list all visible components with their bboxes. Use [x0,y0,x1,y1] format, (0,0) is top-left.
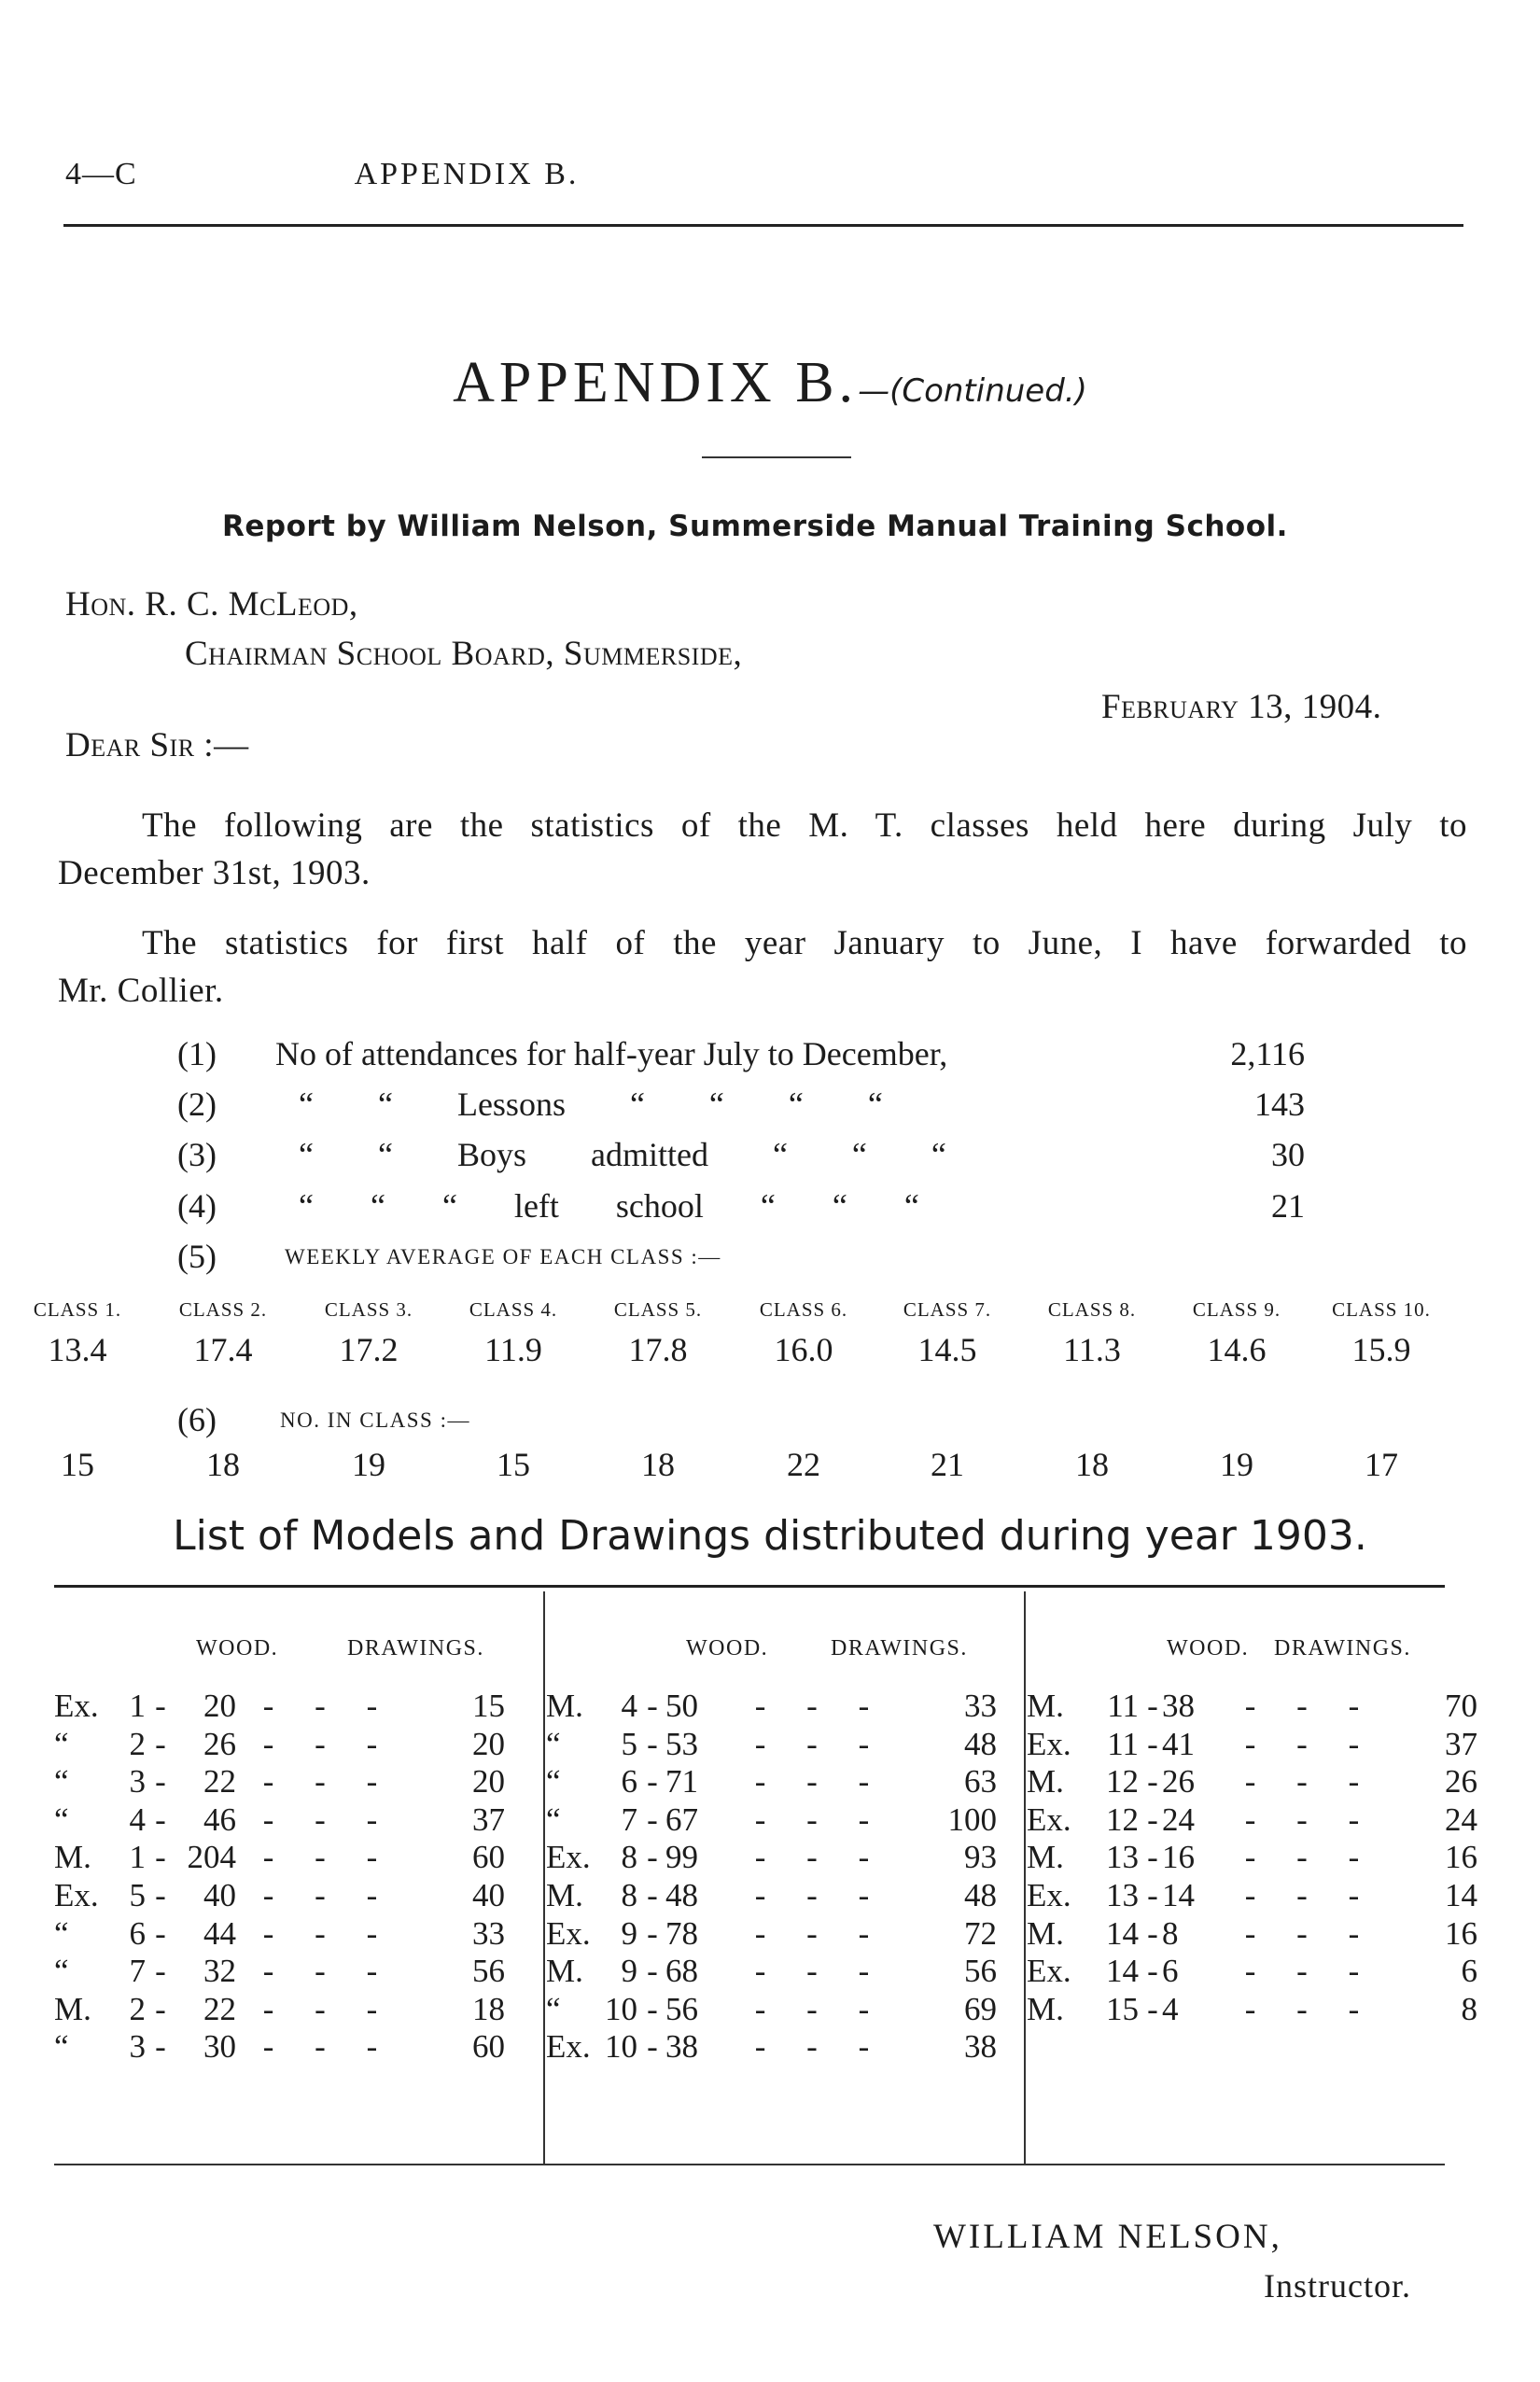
cell-a: 6 [621,1763,637,1801]
cell-b: 53 [665,1725,698,1762]
cell-a: 3 [129,2028,146,2066]
weekly-average-value: 17.2 [339,1331,399,1368]
leader-dash: - [647,1763,658,1801]
leader-dash: - [647,1914,658,1952]
stat-1-value: 2,116 [1230,1035,1305,1072]
cell-d: 20 [472,1725,505,1762]
cell-a: 9 [621,1914,637,1952]
no-in-class-value: 19 [352,1446,385,1483]
cell-d: 37 [1445,1725,1477,1762]
leader-dash: - [1147,1763,1158,1801]
cell-prefix: “ [54,1801,69,1838]
leader-dash: - - - [262,1763,378,1801]
cell-a: 5 [129,1877,146,1913]
cell-d: 60 [472,2028,505,2066]
cell-d: 37 [472,1801,505,1838]
table-row [54,1801,525,1840]
class-label: CLASS 2. [178,1298,268,1321]
table-bottom-rule [54,2164,1445,2165]
cell-b: 204 [187,1839,236,1876]
no-in-class-value: 18 [1075,1446,1109,1483]
cell-a: 13 [1106,1839,1139,1876]
table-row [546,1877,1017,1915]
leader-dash: - [1147,1725,1158,1762]
salutation: Dear Sir :— [65,726,249,764]
class-label: CLASS 9. [1192,1298,1281,1321]
no-in-class-value: 19 [1220,1446,1253,1483]
paragraph-1-line-2: December 31st, 1903. [58,854,371,892]
no-in-class-value: 17 [1365,1446,1398,1483]
cell-a: 10 [605,1990,637,2027]
cell-a: 3 [129,1763,146,1801]
paragraph-1-line-1: The following are the statistics of the M. T. classes held here during July to [142,806,1467,845]
cell-a: 11 [1107,1688,1139,1724]
signature-name: WILLIAM NELSON, [933,2218,1282,2256]
cell-a: 12 [1106,1763,1139,1801]
cell-prefix: Ex. [546,2028,591,2066]
cell-b: 99 [665,1839,698,1876]
table-row [546,1726,1017,1764]
table-divider [543,1591,545,2164]
running-title: APPENDIX B. [354,157,580,191]
leader-dash: - - - [754,1688,870,1724]
table-row [54,1763,525,1801]
cell-prefix: M. [546,1688,583,1724]
table-row [54,2028,525,2067]
col-2-drawings-header: DRAWINGS. [831,1636,968,1660]
stat-1-number: (1) [177,1035,217,1072]
cell-prefix: “ [546,1801,561,1838]
cell-prefix: Ex. [54,1877,99,1913]
leader-dash: - [647,1839,658,1876]
cell-d: 18 [472,1990,505,2027]
leader-dash: - - - [754,1953,870,1990]
cell-a: 6 [129,1914,146,1952]
cell-d: 60 [472,1839,505,1876]
leader-dash: - [155,1763,166,1801]
cell-a: 7 [129,1953,146,1990]
leader-dash: - - - [262,1725,378,1762]
leader-dash: - - - [1244,1763,1360,1801]
cell-a: 12 [1106,1801,1139,1838]
leader-dash: - - - [754,1914,870,1952]
leader-dash: - - - [1244,1990,1360,2027]
cell-a: 2 [129,1990,146,2027]
leader-dash: - [155,1801,166,1838]
leader-dash: - - - [1244,1914,1360,1952]
table-row [546,2028,1017,2067]
leader-dash: - - - [262,1839,378,1876]
cell-d: 8 [1461,1990,1477,2027]
no-in-class-value: 22 [787,1446,820,1483]
cell-b: 22 [203,1990,236,2027]
cell-a: 2 [129,1725,146,1762]
cell-b: 30 [203,2028,236,2066]
cell-prefix: “ [546,1725,561,1762]
cell-b: 50 [665,1688,698,1724]
table-row [54,1953,525,1991]
table-row [1027,1763,1498,1801]
stat-2-number: (2) [177,1086,217,1123]
cell-prefix: M. [1027,1990,1064,2027]
stat-2-value: 143 [1254,1086,1305,1123]
leader-dash: - [647,1990,658,2027]
cell-prefix: Ex. [1027,1801,1071,1838]
table-row [1027,1726,1498,1764]
paragraph-2-line-2: Mr. Collier. [58,972,224,1010]
leader-dash: - [1147,1877,1158,1913]
cell-prefix: “ [546,1990,561,2027]
no-in-class-value: 15 [61,1446,94,1483]
weekly-average-value: 11.3 [1063,1331,1121,1368]
addressee-name: Hon. R. C. McLeod, [65,585,358,624]
cell-a: 9 [621,1953,637,1990]
table-row [546,1991,1017,2029]
page-title [0,350,1540,416]
header-rule [63,224,1463,227]
cell-b: 68 [665,1953,698,1990]
title-rule [702,456,851,458]
cell-prefix: “ [54,1763,69,1801]
page-number: 4—C [65,157,137,191]
leader-dash: - [1147,1914,1158,1952]
addressee-position: Chairman School Board, Summerside, [185,635,743,673]
cell-b: 32 [203,1953,236,1990]
cell-d: 15 [472,1688,505,1724]
cell-d: 33 [964,1688,997,1724]
table-row [54,1726,525,1764]
cell-b: 8 [1162,1914,1179,1952]
signature-title: Instructor. [1264,2267,1411,2305]
leader-dash: - - - [754,1877,870,1913]
leader-dash: - [1147,1990,1158,2027]
cell-b: 16 [1162,1839,1195,1876]
leader-dash: - - - [754,1839,870,1876]
leader-dash: - [1147,1801,1158,1838]
cell-b: 26 [203,1725,236,1762]
table-row [1027,1801,1498,1840]
cell-prefix: M. [1027,1839,1064,1876]
col-3-drawings-header: DRAWINGS. [1274,1636,1411,1660]
cell-d: 48 [964,1725,997,1762]
weekly-average-value: 14.5 [917,1331,977,1368]
leader-dash: - - - [754,1990,870,2027]
cell-a: 13 [1106,1877,1139,1913]
cell-prefix: M. [546,1953,583,1990]
cell-a: 1 [129,1839,146,1876]
leader-dash: - - - [262,1990,378,2027]
weekly-average-value: 16.0 [774,1331,833,1368]
table-row [546,1688,1017,1726]
stat-2-label: “ “ Lessons “ “ “ “ [299,1086,883,1123]
cell-prefix: M. [54,1839,91,1876]
cell-a: 14 [1106,1953,1139,1990]
table-row [1027,1839,1498,1877]
leader-dash: - [155,1953,166,1990]
cell-b: 78 [665,1914,698,1952]
table-row [1027,1953,1498,1991]
leader-dash: - - - [262,1688,378,1724]
stat-1-label: No of attendances for half-year July to December, [275,1035,948,1072]
table-row [546,1839,1017,1877]
cell-d: 40 [472,1877,505,1913]
leader-dash: - [1147,1953,1158,1990]
cell-b: 48 [665,1877,698,1913]
leader-dash: - [155,2028,166,2066]
cell-b: 38 [665,2028,698,2066]
leader-dash: - - - [754,1725,870,1762]
table-row [54,1915,525,1954]
list-title: List of Models and Drawings distributed during year 1903. [173,1512,1367,1560]
leader-dash: - [155,1877,166,1913]
leader-dash: - - - [262,1877,378,1913]
cell-b: 14 [1162,1877,1195,1913]
cell-prefix: Ex. [1027,1953,1071,1990]
leader-dash: - - - [754,1801,870,1838]
cell-d: 70 [1445,1688,1477,1724]
leader-dash: - - - [1244,1688,1360,1724]
class-label: CLASS 5. [613,1298,703,1321]
stat-3-number: (3) [177,1136,217,1173]
leader-dash: - - - [1244,1725,1360,1762]
cell-d: 38 [964,2028,997,2066]
stat-3-label: “ “ Boys admitted “ “ “ [299,1136,946,1173]
leader-dash: - - - [262,1914,378,1952]
table-row [1027,1877,1498,1915]
cell-d: 48 [964,1877,997,1913]
leader-dash: - [155,1990,166,2027]
cell-prefix: Ex. [546,1914,591,1952]
cell-d: 14 [1445,1877,1477,1913]
table-divider [1024,1591,1026,2164]
table-row [1027,1915,1498,1954]
cell-b: 67 [665,1801,698,1838]
cell-b: 26 [1162,1763,1195,1801]
cell-b: 6 [1162,1953,1179,1990]
cell-a: 5 [621,1725,637,1762]
stat-4-number: (4) [177,1187,217,1225]
leader-dash: - [647,1953,658,1990]
cell-a: 4 [129,1801,146,1838]
weekly-average-value: 15.9 [1351,1331,1411,1368]
leader-dash: - [155,1688,166,1724]
col-1-wood-header: WOOD. [196,1636,279,1660]
leader-dash: - [647,1877,658,1913]
cell-prefix: Ex. [546,1839,591,1876]
leader-dash: - [647,1725,658,1762]
cell-b: 40 [203,1877,236,1913]
no-in-class-value: 15 [497,1446,530,1483]
table-row [1027,1688,1498,1726]
cell-prefix: “ [54,1725,69,1762]
class-label: CLASS 1. [33,1298,122,1321]
table-row [1027,1991,1498,2029]
col-2-wood-header: WOOD. [686,1636,769,1660]
leader-dash: - [155,1725,166,1762]
stat-4-value: 21 [1271,1187,1305,1225]
leader-dash: - - - [1244,1877,1360,1913]
class-label: CLASS 4. [469,1298,558,1321]
cell-prefix: “ [54,2028,69,2066]
cell-b: 44 [203,1914,236,1952]
letter-date: February 13, 1904. [1101,688,1382,726]
cell-prefix: Ex. [1027,1725,1071,1762]
cell-prefix: M. [54,1990,91,2027]
paragraph-2-line-1: The statistics for first half of the year January to June, I have forwarded to [142,924,1467,962]
leader-dash: - - - [754,2028,870,2066]
col-1-drawings-header: DRAWINGS. [347,1636,484,1660]
weekly-average-value: 13.4 [48,1331,107,1368]
cell-b: 46 [203,1801,236,1838]
no-in-class-label: NO. IN CLASS :— [280,1408,470,1432]
leader-dash: - [155,1914,166,1952]
cell-a: 8 [621,1839,637,1876]
weekly-average-value: 14.6 [1207,1331,1267,1368]
cell-b: 56 [665,1990,698,2027]
leader-dash: - - - [1244,1953,1360,1990]
cell-prefix: M. [1027,1763,1064,1801]
cell-prefix: Ex. [1027,1877,1071,1913]
leader-dash: - - - [1244,1801,1360,1838]
weekly-average-value: 11.9 [484,1331,542,1368]
leader-dash: - [647,1801,658,1838]
table-row [546,1915,1017,1954]
cell-a: 11 [1107,1725,1139,1762]
weekly-average-value: 17.4 [193,1331,253,1368]
leader-dash: - - - [262,1801,378,1838]
cell-d: 24 [1445,1801,1477,1838]
cell-d: 16 [1445,1839,1477,1876]
cell-b: 41 [1162,1725,1195,1762]
table-row [54,1688,525,1726]
cell-d: 16 [1445,1914,1477,1952]
cell-a: 10 [605,2028,637,2066]
no-in-class-value: 21 [931,1446,964,1483]
weekly-average-number: (5) [177,1238,217,1275]
leader-dash: - - - [262,2028,378,2066]
cell-prefix: M. [1027,1688,1064,1724]
cell-a: 8 [621,1877,637,1913]
cell-a: 15 [1106,1990,1139,2027]
leader-dash: - [155,1839,166,1876]
no-in-class-number: (6) [177,1401,217,1438]
table-row [546,1953,1017,1991]
leader-dash: - [647,2028,658,2066]
class-label: CLASS 10. [1332,1298,1431,1321]
cell-prefix: M. [546,1877,583,1913]
cell-b: 22 [203,1763,236,1801]
cell-d: 56 [472,1953,505,1990]
cell-d: 100 [947,1801,997,1838]
cell-a: 14 [1106,1914,1139,1952]
stat-4-label: “ “ “ left school “ “ “ [299,1187,919,1225]
cell-d: 33 [472,1914,505,1952]
table-row [54,1877,525,1915]
leader-dash: - - - [1244,1839,1360,1876]
cell-prefix: “ [546,1763,561,1801]
table-top-rule [54,1585,1445,1588]
cell-b: 24 [1162,1801,1195,1838]
cell-d: 20 [472,1763,505,1801]
cell-a: 7 [621,1801,637,1838]
cell-prefix: “ [54,1953,69,1990]
cell-prefix: “ [54,1914,69,1952]
cell-b: 71 [665,1763,698,1801]
table-row [54,1839,525,1877]
table-row [546,1763,1017,1801]
class-label: CLASS 6. [759,1298,848,1321]
cell-b: 20 [203,1688,236,1724]
cell-d: 56 [964,1953,997,1990]
cell-prefix: Ex. [54,1688,99,1724]
stat-3-value: 30 [1271,1136,1305,1173]
leader-dash: - [1147,1688,1158,1724]
table-row [546,1801,1017,1840]
title-main: APPENDIX B. [453,351,859,414]
cell-d: 63 [964,1763,997,1801]
report-heading: Report by William Nelson, Summerside Manual Training School. [222,510,1288,543]
table-row [54,1991,525,2029]
no-in-class-value: 18 [206,1446,240,1483]
leader-dash: - [1147,1839,1158,1876]
cell-d: 72 [964,1914,997,1952]
col-3-wood-header: WOOD. [1167,1636,1250,1660]
cell-prefix: M. [1027,1914,1064,1952]
cell-d: 6 [1461,1953,1477,1990]
cell-d: 69 [964,1990,997,2027]
leader-dash: - - - [754,1763,870,1801]
class-label: CLASS 3. [324,1298,413,1321]
cell-a: 4 [621,1688,637,1724]
cell-d: 93 [964,1839,997,1876]
title-continued: —(Continued.) [858,372,1087,410]
no-in-class-value: 18 [641,1446,675,1483]
cell-a: 1 [129,1688,146,1724]
class-label: CLASS 8. [1047,1298,1137,1321]
weekly-average-label: WEEKLY AVERAGE OF EACH CLASS :— [285,1245,721,1268]
leader-dash: - - - [262,1953,378,1990]
leader-dash: - [647,1688,658,1724]
cell-b: 4 [1162,1990,1179,2027]
cell-b: 38 [1162,1688,1195,1724]
class-label: CLASS 7. [903,1298,992,1321]
cell-d: 26 [1445,1763,1477,1801]
weekly-average-value: 17.8 [628,1331,688,1368]
